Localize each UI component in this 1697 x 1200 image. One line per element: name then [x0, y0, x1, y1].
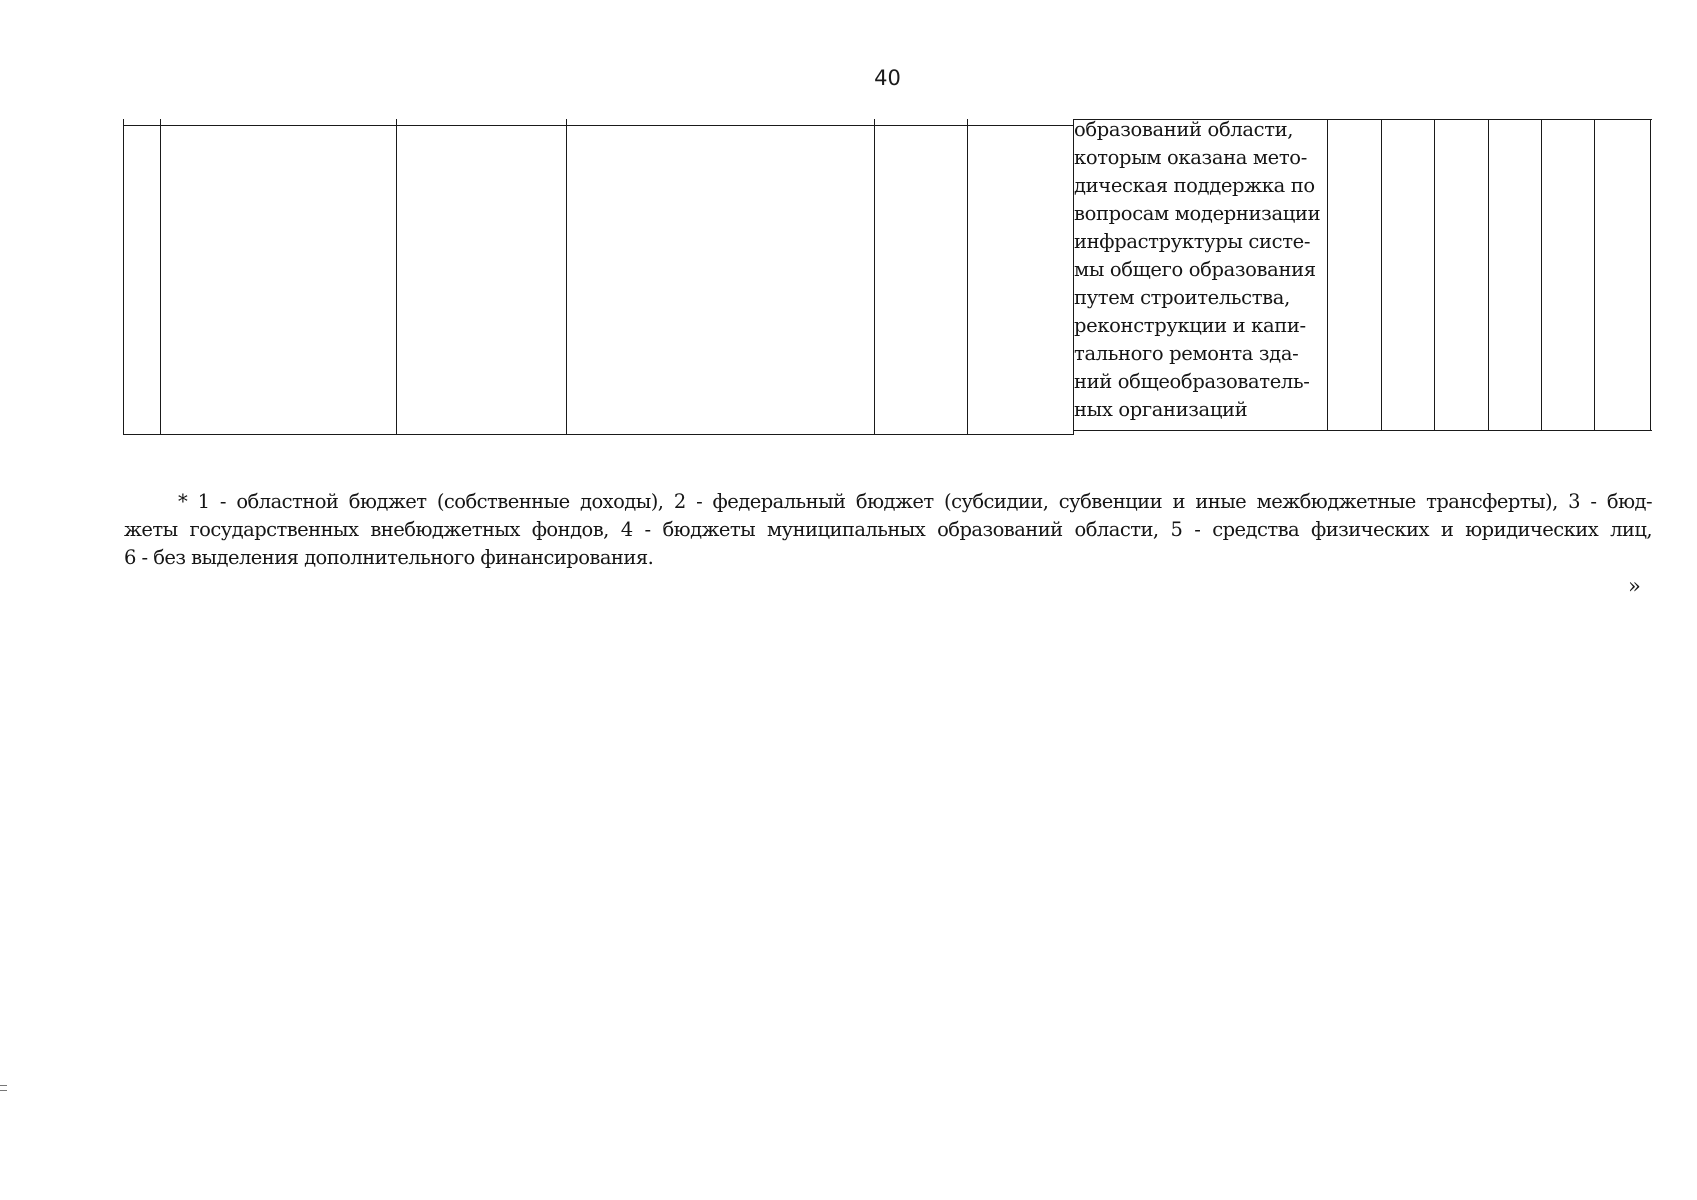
cell-text-line: тального ремонта зда- [1074, 342, 1299, 365]
cell-text-line: ных организаций [1074, 398, 1248, 421]
cell-text-line: вопросам модернизации [1074, 202, 1321, 225]
cell-text-line: путем строительства, [1074, 286, 1290, 309]
footnote-line: * 1 - областной бюджет (собственные доходы), 2 - федеральный бюджет (субсидии, субвенции и иные межбюджетные трансферты), 3 - бюд- [178, 490, 1652, 513]
footnote-line: жеты государственных внебюджетных фондов, 4 - бюджеты муниципальных образований области, 5 - средства физических и юридических лиц, [124, 518, 1652, 541]
cell-text-line: инфраструктуры систе- [1074, 230, 1311, 253]
indicator-cell-text [1074, 116, 1334, 424]
cell-text-line: дическая поддержка по [1074, 174, 1315, 197]
table-column-border [1488, 119, 1489, 431]
table-column-border [874, 119, 875, 435]
table-column-border [566, 119, 567, 435]
table-column-border [123, 119, 124, 435]
footnote-line: 6 - без выделения дополнительного финансирования. [124, 546, 654, 569]
cell-text-line: которым оказана мето- [1074, 146, 1307, 169]
funding-sources-footnote [124, 488, 1652, 572]
scan-edge-mark [0, 1085, 7, 1086]
table-column-border [1434, 119, 1435, 431]
table-top-border [123, 125, 1073, 126]
cell-text-line: реконструкции и капи- [1074, 314, 1306, 337]
cell-text-line: мы общего образования [1074, 258, 1316, 281]
scan-edge-mark [0, 1090, 7, 1091]
table-column-border [1650, 119, 1651, 431]
table-bottom-border [123, 434, 1073, 435]
table-bottom-border-right [1073, 430, 1652, 431]
table-column-border [1381, 119, 1382, 431]
budget-table-fragment [123, 119, 1652, 435]
closing-quote-mark: » [1628, 574, 1641, 598]
table-column-border [1541, 119, 1542, 431]
cell-text-line: ний общеобразователь- [1074, 370, 1310, 393]
table-column-border [160, 119, 161, 435]
table-column-border [396, 119, 397, 435]
cell-text-line: образований области, [1074, 118, 1294, 141]
table-column-border [967, 119, 968, 435]
page-number: 40 [874, 66, 901, 90]
table-column-border [1594, 119, 1595, 431]
